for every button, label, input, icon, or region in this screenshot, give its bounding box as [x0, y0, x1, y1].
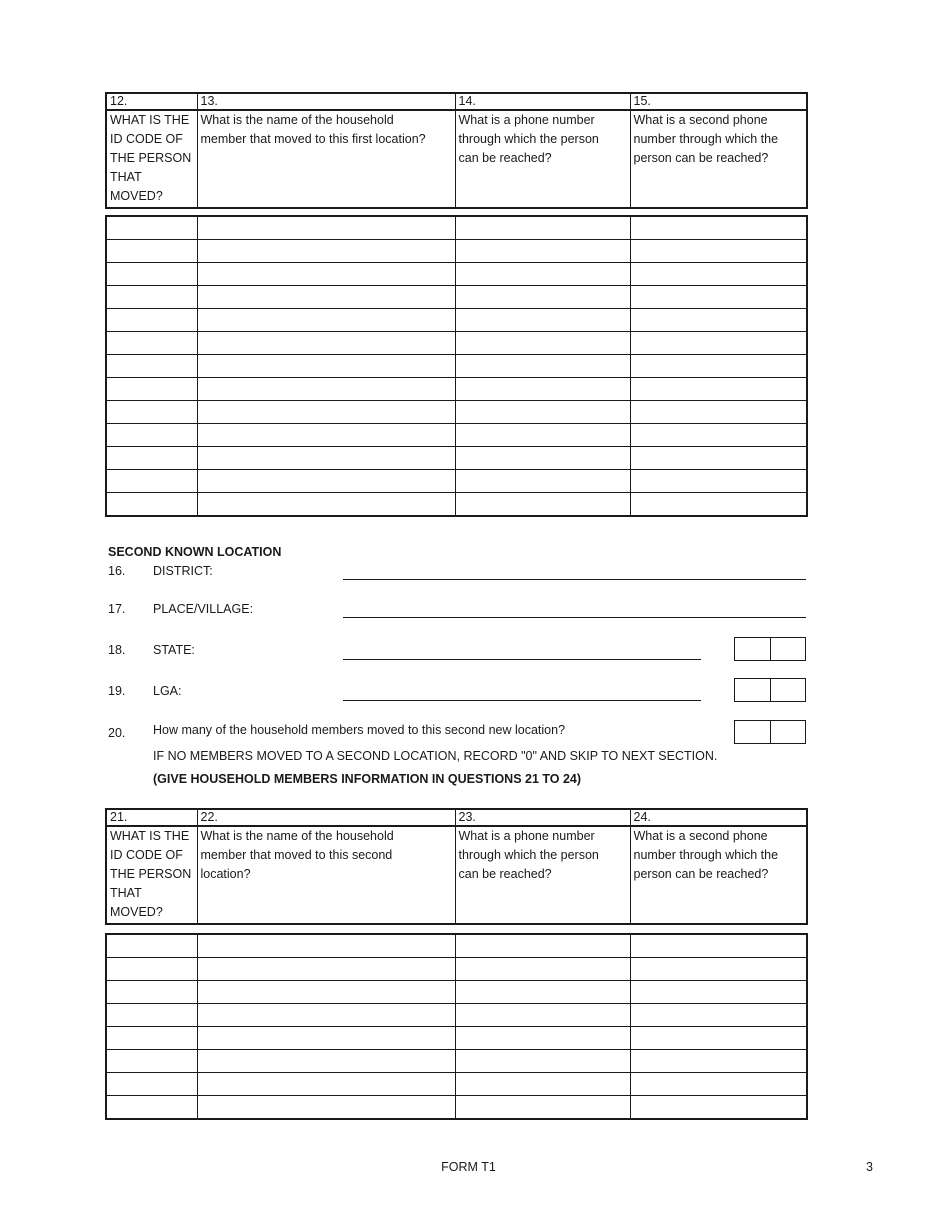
q20-number: 20.	[108, 726, 126, 740]
q18-number: 18.	[108, 643, 126, 657]
form-label: FORM T1	[441, 1160, 496, 1174]
t1-id-code-cell[interactable]	[106, 355, 197, 378]
t1-row	[106, 309, 807, 332]
place-village-field[interactable]	[343, 617, 806, 618]
t1-name-cell[interactable]	[197, 286, 455, 309]
lga-code-digit-1[interactable]	[735, 679, 771, 701]
t1-name-cell[interactable]	[197, 424, 455, 447]
t2-name-cell[interactable]	[197, 981, 455, 1004]
t1-id-code-cell[interactable]	[106, 309, 197, 332]
t1-second-phone-cell[interactable]	[630, 470, 807, 493]
t1-col13-num: 13.	[197, 93, 455, 110]
t1-second-phone-cell[interactable]	[630, 493, 807, 517]
t1-second-phone-cell[interactable]	[630, 355, 807, 378]
t1-id-code-cell[interactable]	[106, 447, 197, 470]
t1-row	[106, 424, 807, 447]
t2-phone-cell[interactable]	[455, 1096, 630, 1120]
t1-second-phone-cell[interactable]	[630, 401, 807, 424]
t1-id-code-cell[interactable]	[106, 263, 197, 286]
t1-id-code-cell[interactable]	[106, 493, 197, 517]
t1-id-code-cell[interactable]	[106, 240, 197, 263]
lga-code-boxes[interactable]	[734, 678, 806, 702]
state-code-boxes[interactable]	[734, 637, 806, 661]
t2-name-cell[interactable]	[197, 1073, 455, 1096]
t1-name-cell[interactable]	[197, 355, 455, 378]
t1-row	[106, 286, 807, 309]
t1-phone-cell[interactable]	[455, 286, 630, 309]
q20-label: How many of the household members moved to this second new location?	[153, 723, 566, 737]
t1-phone-cell[interactable]	[455, 401, 630, 424]
t2-id-code-cell[interactable]	[106, 1073, 197, 1096]
t1-col14-question: What is a phone number through which the person can be reached?	[455, 110, 630, 208]
t1-id-code-cell[interactable]	[106, 424, 197, 447]
t1-name-cell[interactable]	[197, 447, 455, 470]
t2-col21-num: 21.	[106, 809, 197, 826]
t2-col23-num: 23.	[455, 809, 630, 826]
t1-id-code-cell[interactable]	[106, 332, 197, 355]
t1-name-cell[interactable]	[197, 309, 455, 332]
q16-number: 16.	[108, 564, 126, 578]
t2-name-cell[interactable]	[197, 934, 455, 958]
t1-col15-num: 15.	[630, 93, 807, 110]
t1-phone-cell[interactable]	[455, 447, 630, 470]
state-code-digit-2[interactable]	[771, 638, 806, 660]
t1-phone-cell[interactable]	[455, 309, 630, 332]
t2-row	[106, 1096, 807, 1120]
t2-second-phone-cell[interactable]	[630, 958, 807, 981]
t2-second-phone-cell[interactable]	[630, 1073, 807, 1096]
t2-second-phone-cell[interactable]	[630, 1050, 807, 1073]
t1-phone-cell[interactable]	[455, 216, 630, 240]
t2-row	[106, 981, 807, 1004]
table1-entry-grid	[105, 215, 808, 517]
t1-col12-question: WHAT IS THE ID CODE OF THE PERSON THAT MOVED?	[106, 110, 197, 208]
q16-label: DISTRICT:	[153, 564, 213, 578]
t1-second-phone-cell[interactable]	[630, 240, 807, 263]
t2-row	[106, 1073, 807, 1096]
t2-col22-question: What is the name of the household member that moved to this second location?	[197, 826, 455, 924]
t2-second-phone-cell[interactable]	[630, 981, 807, 1004]
t1-phone-cell[interactable]	[455, 378, 630, 401]
q18-label: STATE:	[153, 643, 195, 657]
t1-phone-cell[interactable]	[455, 240, 630, 263]
t1-col12-num: 12.	[106, 93, 197, 110]
t1-row	[106, 240, 807, 263]
t1-name-cell[interactable]	[197, 401, 455, 424]
t2-name-cell[interactable]	[197, 1027, 455, 1050]
t2-col24-num: 24.	[630, 809, 807, 826]
t2-col24-question: What is a second phone number through which the person can be reached?	[630, 826, 807, 924]
t1-id-code-cell[interactable]	[106, 216, 197, 240]
t1-id-code-cell[interactable]	[106, 378, 197, 401]
section-title: SECOND KNOWN LOCATION	[108, 545, 282, 559]
t1-name-cell[interactable]	[197, 240, 455, 263]
members-count-digit-2[interactable]	[771, 721, 806, 743]
t1-row	[106, 447, 807, 470]
t1-second-phone-cell[interactable]	[630, 332, 807, 355]
t2-name-cell[interactable]	[197, 958, 455, 981]
table2-entry-grid	[105, 933, 808, 1120]
t2-second-phone-cell[interactable]	[630, 934, 807, 958]
t2-row	[106, 958, 807, 981]
t2-name-cell[interactable]	[197, 1096, 455, 1120]
t1-name-cell[interactable]	[197, 263, 455, 286]
t2-id-code-cell[interactable]	[106, 1096, 197, 1120]
t1-id-code-cell[interactable]	[106, 470, 197, 493]
t2-id-code-cell[interactable]	[106, 981, 197, 1004]
t1-second-phone-cell[interactable]	[630, 216, 807, 240]
t1-col13-question: What is the name of the household member that moved to this first location?	[197, 110, 455, 208]
t2-row	[106, 1027, 807, 1050]
t2-row	[106, 1004, 807, 1027]
t1-name-cell[interactable]	[197, 216, 455, 240]
t2-second-phone-cell[interactable]	[630, 1096, 807, 1120]
q17-number: 17.	[108, 602, 126, 616]
t2-row	[106, 934, 807, 958]
t1-phone-cell[interactable]	[455, 424, 630, 447]
state-field[interactable]	[343, 659, 701, 660]
t1-row	[106, 263, 807, 286]
t2-name-cell[interactable]	[197, 1050, 455, 1073]
t1-second-phone-cell[interactable]	[630, 263, 807, 286]
questions-instruction: (GIVE HOUSEHOLD MEMBERS INFORMATION IN QUESTIONS 21 TO 24)	[153, 772, 582, 786]
t2-second-phone-cell[interactable]	[630, 1004, 807, 1027]
t1-phone-cell[interactable]	[455, 493, 630, 517]
district-field[interactable]	[343, 579, 806, 580]
t1-col14-num: 14.	[455, 93, 630, 110]
t2-id-code-cell[interactable]	[106, 1004, 197, 1027]
t2-id-code-cell[interactable]	[106, 1050, 197, 1073]
t1-row	[106, 378, 807, 401]
t1-second-phone-cell[interactable]	[630, 286, 807, 309]
t2-phone-cell[interactable]	[455, 958, 630, 981]
t1-phone-cell[interactable]	[455, 355, 630, 378]
t1-row	[106, 332, 807, 355]
t1-name-cell[interactable]	[197, 378, 455, 401]
t1-phone-cell[interactable]	[455, 470, 630, 493]
lga-code-digit-2[interactable]	[771, 679, 806, 701]
t1-second-phone-cell[interactable]	[630, 378, 807, 401]
t2-phone-cell[interactable]	[455, 1073, 630, 1096]
t1-row	[106, 355, 807, 378]
t1-row	[106, 401, 807, 424]
q19-label: LGA:	[153, 684, 182, 698]
t1-phone-cell[interactable]	[455, 263, 630, 286]
t1-second-phone-cell[interactable]	[630, 309, 807, 332]
t2-phone-cell[interactable]	[455, 981, 630, 1004]
members-moved-count-boxes[interactable]	[734, 720, 806, 744]
page-number: 3	[866, 1160, 873, 1174]
t2-row	[106, 1050, 807, 1073]
t2-second-phone-cell[interactable]	[630, 1027, 807, 1050]
t1-second-phone-cell[interactable]	[630, 447, 807, 470]
t2-phone-cell[interactable]	[455, 934, 630, 958]
table1-header	[105, 92, 808, 209]
t2-id-code-cell[interactable]	[106, 958, 197, 981]
state-code-digit-1[interactable]	[735, 638, 771, 660]
q17-label: PLACE/VILLAGE:	[153, 602, 254, 616]
table2-header	[105, 808, 808, 925]
t1-name-cell[interactable]	[197, 493, 455, 517]
t2-name-cell[interactable]	[197, 1004, 455, 1027]
t1-row	[106, 493, 807, 517]
t2-col21-question: WHAT IS THE ID CODE OF THE PERSON THAT MOVED?	[106, 826, 197, 924]
t1-id-code-cell[interactable]	[106, 401, 197, 424]
t1-name-cell[interactable]	[197, 332, 455, 355]
t1-row	[106, 216, 807, 240]
skip-instruction: IF NO MEMBERS MOVED TO A SECOND LOCATION, RECORD "0" AND SKIP TO NEXT SECTION.	[153, 749, 718, 763]
t2-phone-cell[interactable]	[455, 1004, 630, 1027]
t1-phone-cell[interactable]	[455, 332, 630, 355]
t1-second-phone-cell[interactable]	[630, 424, 807, 447]
t2-col22-num: 22.	[197, 809, 455, 826]
t1-col15-question: What is a second phone number through which the person can be reached?	[630, 110, 807, 208]
members-count-digit-1[interactable]	[735, 721, 771, 743]
t2-phone-cell[interactable]	[455, 1027, 630, 1050]
lga-field[interactable]	[343, 700, 701, 701]
t2-phone-cell[interactable]	[455, 1050, 630, 1073]
t2-id-code-cell[interactable]	[106, 934, 197, 958]
t1-row	[106, 470, 807, 493]
t2-col23-question: What is a phone number through which the person can be reached?	[455, 826, 630, 924]
q19-number: 19.	[108, 684, 126, 698]
t1-name-cell[interactable]	[197, 470, 455, 493]
t2-id-code-cell[interactable]	[106, 1027, 197, 1050]
t1-id-code-cell[interactable]	[106, 286, 197, 309]
